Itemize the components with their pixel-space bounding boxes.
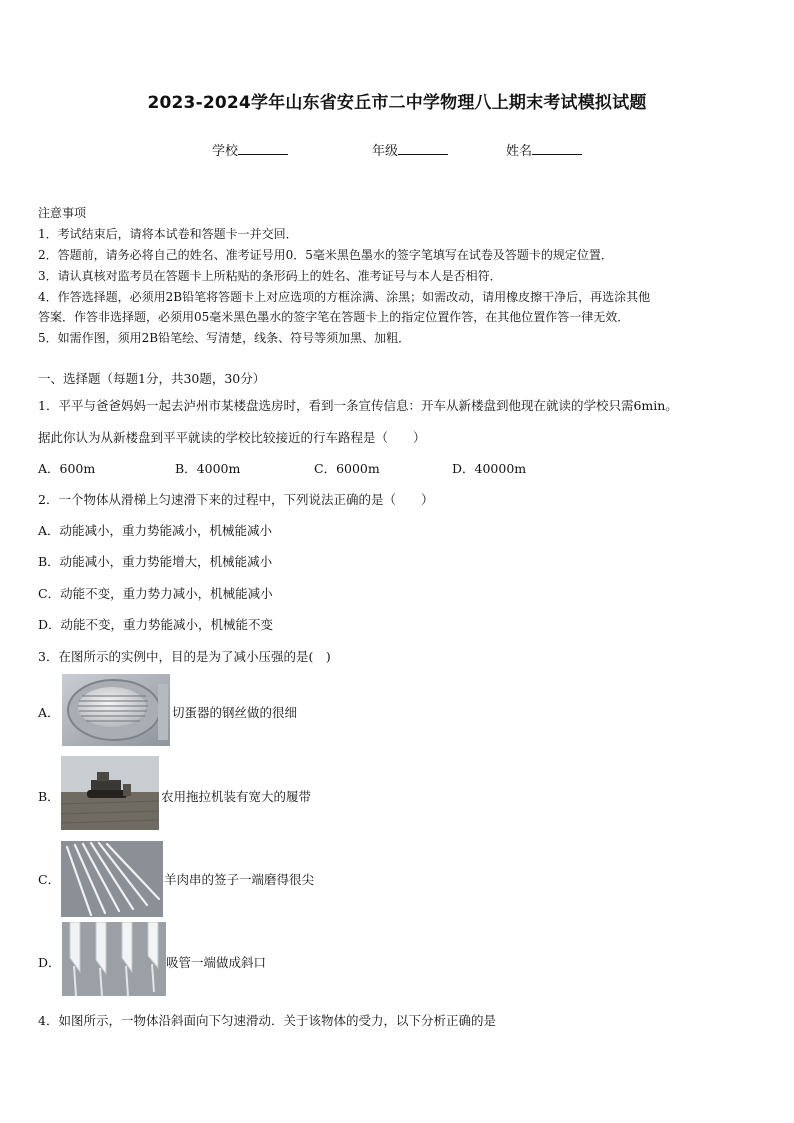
section-heading: 一、选择题（每题1分，共30题，30分） bbox=[38, 371, 266, 386]
grade-field bbox=[372, 140, 448, 159]
q3-option-b-text: 农用拖拉机装有宽大的履带 bbox=[161, 789, 312, 804]
q2-stem: 2．一个物体从滑梯上匀速滑下来的过程中，下列说法正确的是（ ） bbox=[38, 492, 434, 507]
q2-option-d: D．动能不变，重力势能减小，机械能不变 bbox=[38, 617, 274, 632]
note-item: 4．作答选择题，必须用2B铅笔将答题卡上对应选项的方框涂满、涂黑；如需改动，请用橡皮擦干净后，再选涂其他 bbox=[38, 290, 651, 304]
q2-option-b: B．动能减小，重力势能增大，机械能减小 bbox=[38, 554, 273, 569]
notes-heading: 注意事项 bbox=[38, 206, 87, 220]
skewers-image bbox=[61, 841, 163, 917]
grade-label: 年级 bbox=[372, 144, 399, 159]
q3-option-a-label: A． bbox=[38, 705, 60, 720]
egg-slicer-image bbox=[62, 674, 170, 746]
tractor-image bbox=[61, 756, 159, 830]
note-item: 答案．作答非选择题，必须用05毫米黑色墨水的签字笔在答题卡上的指定位置作答，在其他位置作答一律无效． bbox=[38, 310, 630, 324]
note-item: 3．请认真核对监考员在答题卡上所粘贴的条形码上的姓名、准考证号与本人是否相符． bbox=[38, 269, 502, 283]
name-field bbox=[506, 140, 582, 159]
q1-option-c: C．6000m bbox=[314, 461, 380, 476]
q2-option-a: A．动能减小，重力势能减小，机械能减小 bbox=[38, 523, 273, 538]
q2-option-c: C．动能不变，重力势力减小，机械能减小 bbox=[38, 586, 273, 601]
school-field bbox=[212, 140, 288, 159]
q3-stem: 3．在图所示的实例中，目的是为了减小压强的是( ) bbox=[38, 649, 331, 664]
q1-option-d: D．40000m bbox=[452, 461, 527, 476]
note-item: 2．答题前，请务必将自己的姓名、准考证号用0．5毫米黑色墨水的签字笔填写在试卷及答题卡的规定位置． bbox=[38, 248, 613, 262]
school-blank bbox=[238, 142, 288, 155]
name-label: 姓名 bbox=[506, 144, 533, 159]
q1-option-a: A．600m bbox=[38, 461, 96, 476]
name-blank bbox=[532, 142, 582, 155]
note-item: 5．如需作图，须用2B铅笔绘、写清楚，线条、符号等须加黑、加粗． bbox=[38, 331, 411, 345]
q3-option-b-label: B． bbox=[38, 789, 60, 804]
straws-image bbox=[62, 922, 166, 996]
q1-option-b: B．4000m bbox=[175, 461, 241, 476]
q1-stem-line1: 1．平平与爸爸妈妈一起去泸州市某楼盘选房时，看到一条宣传信息：开车从新楼盘到他现在就读的学校只需6min。 bbox=[38, 398, 678, 413]
school-label: 学校 bbox=[212, 144, 239, 159]
page-title: 2023-2024学年山东省安丘市二中学物理八上期末考试模拟试题 bbox=[147, 93, 647, 113]
note-item: 1．考试结束后，请将本试卷和答题卡一并交回． bbox=[38, 227, 298, 241]
q4-stem: 4．如图所示，一物体沿斜面向下匀速滑动．关于该物体的受力，以下分析正确的是 bbox=[38, 1013, 496, 1028]
q3-option-d-label: D． bbox=[38, 955, 61, 970]
q3-option-c-label: C． bbox=[38, 872, 61, 887]
q1-stem-line2: 据此你认为从新楼盘到平平就读的学校比较接近的行车路程是（ ） bbox=[38, 430, 426, 445]
q3-option-c-text: 羊肉串的签子一端磨得很尖 bbox=[164, 872, 315, 887]
q3-option-a-text: 切蛋器的钢丝做的很细 bbox=[172, 705, 298, 720]
grade-blank bbox=[398, 142, 448, 155]
q3-option-d-text: 吸管一端做成斜口 bbox=[166, 955, 267, 970]
